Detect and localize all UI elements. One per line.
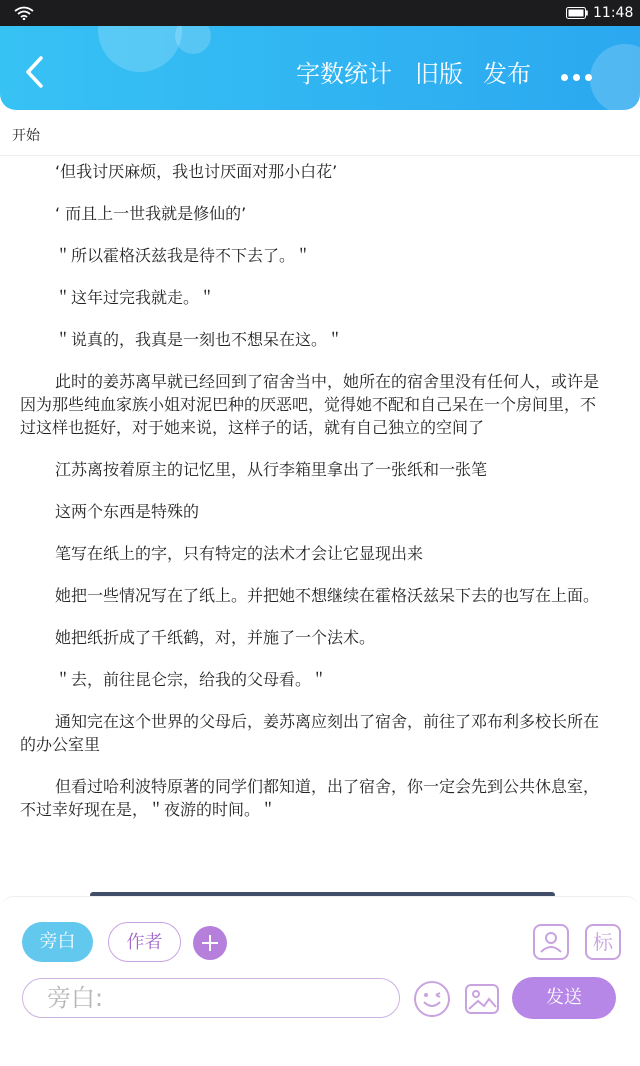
send-button[interactable]: 发送 [512, 977, 616, 1019]
status-bar [0, 0, 640, 26]
divider [0, 155, 640, 156]
story-paragraph: ＂说真的，我真是一刻也不想呆在这。＂ [55, 330, 344, 349]
story-paragraph: 笔写在纸上的字，只有特定的法术才会让它显现出来 [55, 544, 424, 563]
smiley-icon[interactable] [413, 980, 451, 1018]
story-paragraph: 这两个东西是特殊的 [55, 502, 200, 521]
wifi-icon [14, 6, 34, 20]
status-time: 11:48 [593, 5, 634, 21]
story-paragraph: 她把一些情况写在了纸上。并把她不想继续在霍格沃兹呆下去的也写在上面。 [55, 586, 600, 605]
person-portrait-icon[interactable] [533, 924, 569, 960]
battery-icon [566, 7, 588, 19]
old-version-button[interactable]: 旧版 [415, 60, 463, 88]
section-label: 开始 [12, 128, 40, 144]
narration-chip[interactable]: 旁白 [22, 922, 93, 962]
decorative-bubble [98, 26, 182, 72]
story-paragraph: ＂去，前往昆仑宗，给我的父母看。＂ [55, 670, 328, 689]
image-icon[interactable] [463, 980, 501, 1018]
story-paragraph: ‘ 而且上一世我就是修仙的’ [55, 204, 247, 223]
story-content [20, 160, 605, 840]
chevron-left-icon[interactable] [20, 54, 50, 90]
story-paragraph: 通知完在这个世界的父母后，姜苏离应刻出了宿舍，前往了邓布利多校长所在的办公室里 [20, 712, 600, 754]
story-paragraph: 但看过哈利波特原著的同学们都知道，出了宿舍，你一定会先到公共休息室，不过幸好现在是，＂夜游的时间。＂ [20, 777, 600, 819]
story-paragraph: ＂所以霍格沃兹我是待不下去了。＂ [55, 246, 312, 265]
tag-button[interactable]: 标 [585, 924, 621, 960]
decorative-bubble [175, 26, 211, 54]
story-paragraph: 她把纸折成了千纸鹤，对，并施了一个法术。 [55, 628, 376, 647]
more-dots-icon[interactable] [561, 66, 601, 78]
plus-icon[interactable] [193, 926, 227, 960]
story-paragraph: ＂这年过完我就走。＂ [55, 288, 216, 307]
story-paragraph: 此时的姜苏离早就已经回到了宿舍当中，她所在的宿舍里没有任何人，或许是因为那些纯血家族小姐对泥巴种的厌恶吧，觉得她不配和自己呆在一个房间里，不过这样也挺好，对于她来说，这样子的话，就有自己独立的空间了 [20, 372, 600, 437]
word-count-button[interactable]: 字数统计 [296, 60, 392, 88]
app-header [0, 26, 640, 110]
message-input[interactable]: 旁白: [22, 978, 400, 1018]
person-portrait-glyph [535, 926, 567, 958]
author-chip[interactable]: 作者 [108, 922, 181, 962]
story-paragraph: 江苏离按着原主的记忆里，从行李箱里拿出了一张纸和一张笔 [55, 460, 488, 479]
story-paragraph: ‘但我讨厌麻烦，我也讨厌面对那小白花’ [55, 162, 338, 181]
publish-button[interactable]: 发布 [483, 60, 531, 88]
